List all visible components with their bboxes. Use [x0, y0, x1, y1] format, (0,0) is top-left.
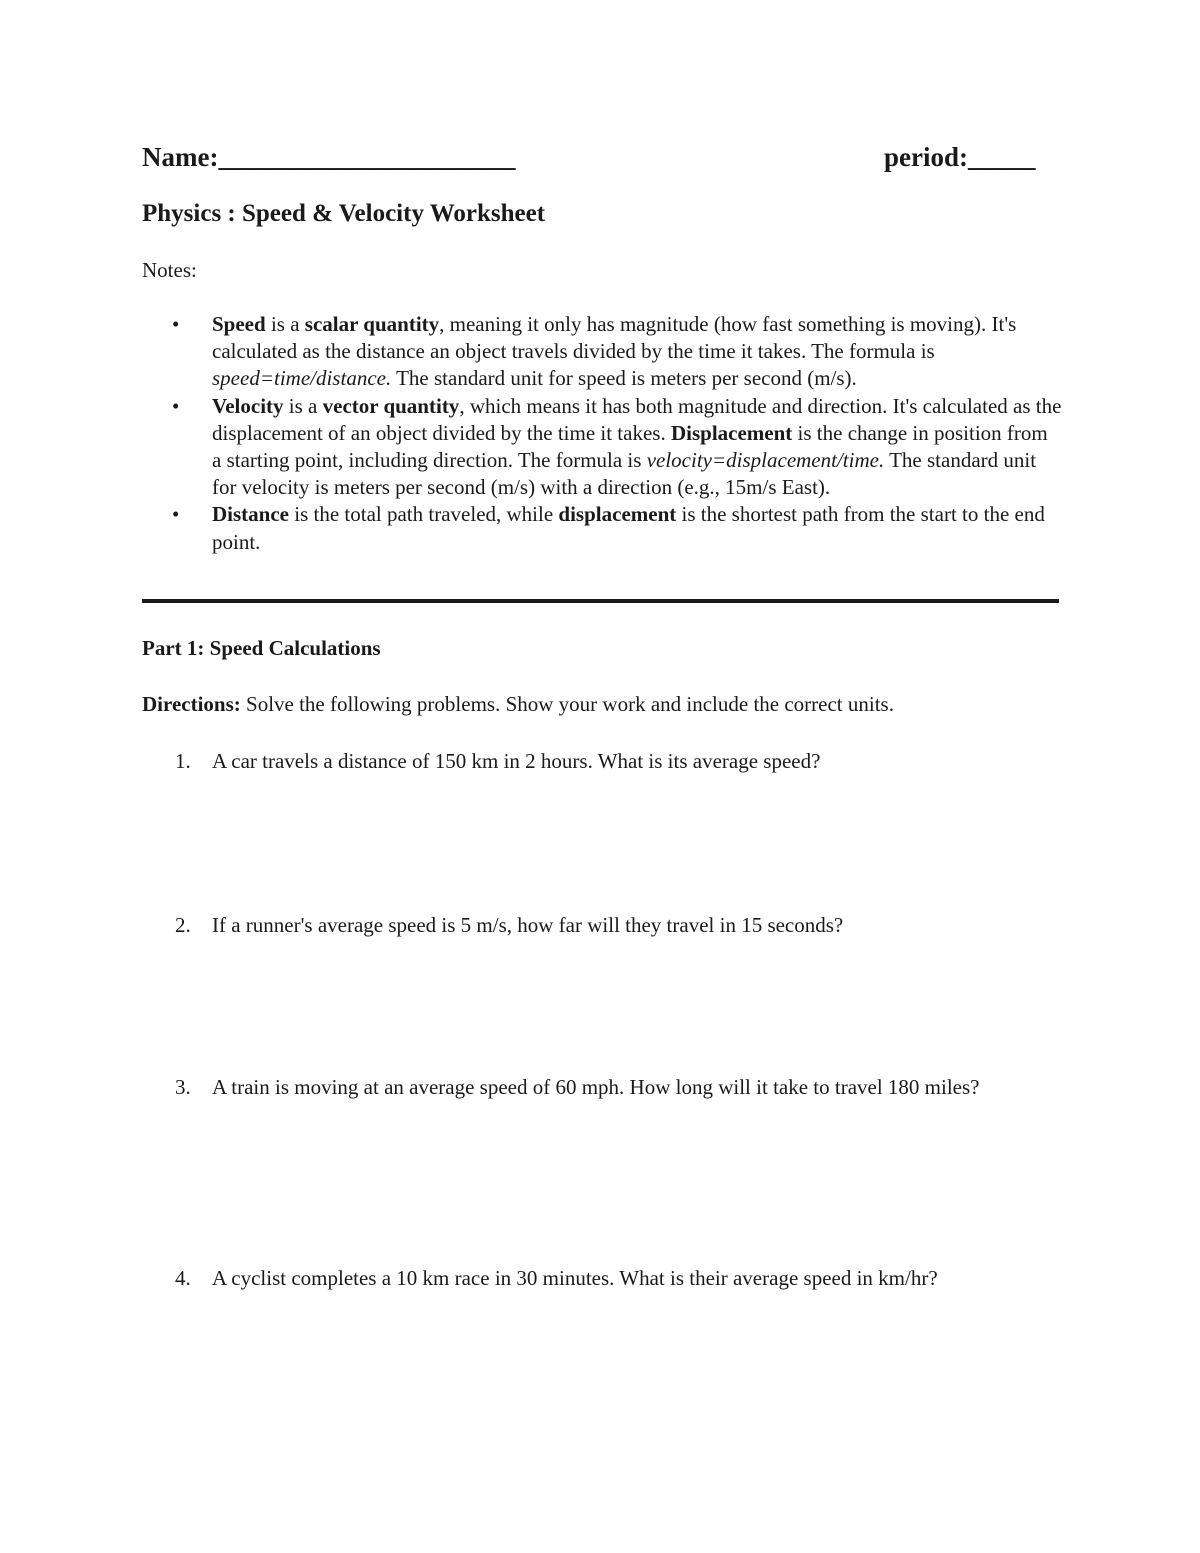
- question-text: A train is moving at an average speed of 60 mph. How long will it take to travel 180 miles?: [212, 1075, 980, 1099]
- directions-label: Directions:: [142, 692, 241, 716]
- note-text: The standard unit for speed is meters per second (m/s).: [391, 366, 857, 391]
- note-text: is the change in position from a starting point, including direction. The formula is: [212, 420, 1048, 473]
- note-text: The standard unit for velocity is meters per second (m/s) with a direction (e.g., 15m/s East).: [212, 448, 1037, 500]
- question-text: If a runner's average speed is 5 m/s, how far will they travel in 15 seconds?: [212, 913, 844, 937]
- notes-item-speed: [142, 311, 1062, 393]
- note-text: is the shortest path from the start to the end point.: [212, 502, 1045, 554]
- question-number: 4.: [175, 1266, 191, 1290]
- question-1: [142, 748, 1042, 775]
- note-text: scalar quantity: [304, 312, 440, 336]
- speed-formula: speed=time/distance.: [212, 366, 392, 391]
- note-text: is a: [265, 312, 305, 336]
- notes-label: Notes:: [142, 258, 197, 282]
- question-number: 1.: [175, 749, 191, 773]
- part1-heading: Part 1: Speed Calculations: [142, 636, 381, 660]
- notes-item-velocity: [142, 393, 1062, 502]
- question-4: [142, 1265, 1062, 1292]
- note-text: Distance: [212, 502, 289, 527]
- notes-list: [142, 311, 1062, 556]
- period-field-label: period:_____: [884, 142, 1036, 172]
- section-divider: [142, 599, 1059, 603]
- directions: [142, 692, 894, 717]
- question-2: [142, 912, 1042, 939]
- bullet-icon: •: [172, 502, 180, 527]
- question-number: 2.: [175, 913, 191, 937]
- bullet-icon: •: [172, 393, 180, 418]
- velocity-formula: velocity=displacement/time.: [646, 448, 885, 473]
- note-text: , which means it has both magnitude and direction. It's calculated as the displacement of an object divided by the time it takes.: [212, 393, 1062, 445]
- question-3: [142, 1074, 1012, 1101]
- name-field-label: Name:______________________: [142, 142, 516, 172]
- question-number: 3.: [175, 1075, 191, 1099]
- directions-text: Solve the following problems. Show your work and include the correct units.: [240, 692, 894, 716]
- worksheet-title: Physics : Speed & Velocity Worksheet: [142, 200, 546, 227]
- note-text: Displacement: [670, 420, 793, 445]
- note-text: Velocity: [212, 393, 284, 418]
- question-text: A car travels a distance of 150 km in 2 hours. What is its average speed?: [212, 749, 821, 773]
- note-text: displacement: [558, 502, 677, 527]
- notes-item-distance: [142, 501, 1062, 555]
- note-text: is a: [283, 393, 323, 418]
- note-text: Speed: [212, 312, 266, 336]
- bullet-icon: •: [172, 312, 180, 336]
- note-text: vector quantity: [322, 393, 460, 418]
- note-text: is the total path traveled, while: [289, 502, 559, 527]
- note-text: , meaning it only has magnitude (how fast something is moving). It's calculated as the distance an object travels divided by the time it takes. The formula is: [212, 312, 1017, 364]
- question-text: A cyclist completes a 10 km race in 30 minutes. What is their average speed in km/hr?: [212, 1266, 938, 1290]
